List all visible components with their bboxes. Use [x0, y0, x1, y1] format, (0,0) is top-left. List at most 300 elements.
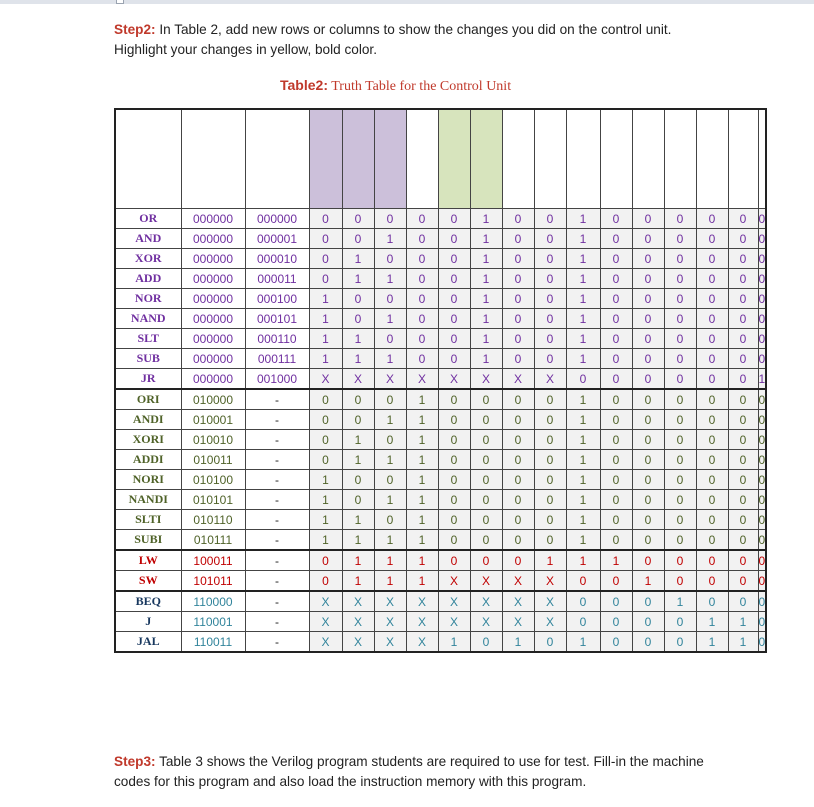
header-cell [600, 109, 632, 209]
table-row [115, 490, 766, 510]
header-cell [406, 109, 438, 209]
signal-cell: 0 [534, 309, 566, 329]
table-row [115, 510, 766, 530]
signal-cell: 0 [342, 289, 374, 309]
signal-cell: 1 [566, 550, 600, 571]
signal-cell: 0 [438, 410, 470, 430]
signal-cell: 0 [374, 430, 406, 450]
signal-cell: 1 [406, 450, 438, 470]
signal-cell: 0 [664, 550, 696, 571]
signal-cell: 0 [470, 410, 502, 430]
signal-cell: 1 [342, 450, 374, 470]
signal-cell: 0 [502, 209, 534, 229]
signal-cell: 0 [534, 269, 566, 289]
signal-cell: 0 [632, 289, 664, 309]
opcode-cell: 110000 [181, 591, 245, 612]
page-corner-mark [116, 0, 124, 4]
funct-cell: - [245, 550, 309, 571]
opcode-cell: 000000 [181, 249, 245, 269]
signal-cell: X [342, 612, 374, 632]
signal-cell: 0 [758, 612, 766, 632]
signal-cell: 0 [632, 470, 664, 490]
signal-cell: 0 [664, 249, 696, 269]
signal-cell: 0 [470, 450, 502, 470]
signal-cell: 0 [632, 430, 664, 450]
signal-cell: 1 [342, 510, 374, 530]
table-row [115, 389, 766, 410]
signal-cell: X [374, 591, 406, 612]
signal-cell: 1 [309, 510, 342, 530]
signal-cell: 0 [696, 349, 728, 369]
signal-cell: 1 [309, 490, 342, 510]
instruction-cell: SLT [115, 329, 181, 349]
signal-cell: 1 [470, 249, 502, 269]
step2-text: In Table 2, add new rows or columns to show the changes you did on the control unit. Highlight your changes in yellow, bold color. [114, 22, 672, 57]
opcode-cell: 101011 [181, 571, 245, 592]
opcode-cell: 000000 [181, 229, 245, 249]
signal-cell: 1 [342, 530, 374, 551]
opcode-cell: 010110 [181, 510, 245, 530]
table-row [115, 249, 766, 269]
signal-cell: 0 [600, 329, 632, 349]
instruction-cell: ORI [115, 389, 181, 410]
signal-cell: 1 [566, 349, 600, 369]
instruction-cell: SUB [115, 349, 181, 369]
signal-cell: X [502, 591, 534, 612]
header-cell [728, 109, 758, 209]
signal-cell: 0 [696, 209, 728, 229]
opcode-cell: 000000 [181, 349, 245, 369]
signal-cell: 1 [566, 632, 600, 653]
signal-cell: 0 [438, 389, 470, 410]
signal-cell: 1 [374, 490, 406, 510]
header-cell [309, 109, 342, 209]
signal-cell: 1 [664, 591, 696, 612]
funct-cell: - [245, 612, 309, 632]
signal-cell: 0 [758, 269, 766, 289]
signal-cell: 0 [438, 309, 470, 329]
signal-cell: 0 [728, 209, 758, 229]
signal-cell: 1 [502, 632, 534, 653]
signal-cell: 0 [696, 490, 728, 510]
signal-cell: 0 [438, 229, 470, 249]
signal-cell: 0 [438, 490, 470, 510]
signal-cell: 1 [632, 571, 664, 592]
funct-cell: 000110 [245, 329, 309, 349]
table-row [115, 289, 766, 309]
signal-cell: 0 [758, 530, 766, 551]
signal-cell: 1 [758, 369, 766, 390]
signal-cell: 0 [632, 389, 664, 410]
signal-cell: 0 [728, 349, 758, 369]
signal-cell: 0 [342, 389, 374, 410]
signal-cell: X [309, 591, 342, 612]
signal-cell: 0 [696, 229, 728, 249]
signal-cell: 0 [406, 329, 438, 349]
signal-cell: 0 [632, 269, 664, 289]
signal-cell: 1 [374, 229, 406, 249]
signal-cell: 0 [696, 571, 728, 592]
signal-cell: 0 [438, 470, 470, 490]
funct-cell: - [245, 571, 309, 592]
header-cell [342, 109, 374, 209]
signal-cell: 0 [438, 550, 470, 571]
signal-cell: 0 [502, 410, 534, 430]
instruction-cell: J [115, 612, 181, 632]
signal-cell: 0 [438, 450, 470, 470]
signal-cell: 0 [758, 490, 766, 510]
signal-cell: 0 [534, 470, 566, 490]
signal-cell: 1 [406, 510, 438, 530]
signal-cell: 0 [696, 329, 728, 349]
signal-cell: 0 [664, 209, 696, 229]
signal-cell: 0 [696, 530, 728, 551]
signal-cell: 0 [728, 571, 758, 592]
opcode-cell: 110001 [181, 612, 245, 632]
signal-cell: 0 [758, 632, 766, 653]
signal-cell: 0 [664, 470, 696, 490]
signal-cell: 0 [728, 550, 758, 571]
instruction-cell: SW [115, 571, 181, 592]
signal-cell: 0 [632, 591, 664, 612]
header-cell [534, 109, 566, 209]
signal-cell: 0 [502, 430, 534, 450]
signal-cell: 0 [309, 430, 342, 450]
signal-cell: 1 [534, 550, 566, 571]
signal-cell: X [342, 591, 374, 612]
signal-cell: 1 [470, 209, 502, 229]
signal-cell: 0 [632, 229, 664, 249]
signal-cell: 0 [470, 530, 502, 551]
signal-cell: 0 [374, 289, 406, 309]
signal-cell: 1 [696, 612, 728, 632]
signal-cell: X [534, 591, 566, 612]
signal-cell: 1 [470, 309, 502, 329]
signal-cell: 0 [758, 410, 766, 430]
instruction-cell: ADD [115, 269, 181, 289]
signal-cell: 0 [758, 289, 766, 309]
signal-cell: 0 [728, 289, 758, 309]
signal-cell: 0 [696, 269, 728, 289]
opcode-cell: 000000 [181, 329, 245, 349]
signal-cell: 0 [309, 389, 342, 410]
signal-cell: 1 [342, 571, 374, 592]
signal-cell: X [374, 369, 406, 390]
signal-cell: X [438, 571, 470, 592]
signal-cell: 1 [566, 450, 600, 470]
signal-cell: 0 [534, 510, 566, 530]
opcode-cell: 100011 [181, 550, 245, 571]
opcode-cell: 010101 [181, 490, 245, 510]
header-cell [374, 109, 406, 209]
instruction-cell: AND [115, 229, 181, 249]
signal-cell: 0 [696, 249, 728, 269]
signal-cell: 1 [566, 329, 600, 349]
opcode-cell: 010100 [181, 470, 245, 490]
signal-cell: 0 [502, 550, 534, 571]
signal-cell: 0 [342, 229, 374, 249]
opcode-cell: 010111 [181, 530, 245, 551]
signal-cell: 1 [309, 329, 342, 349]
signal-cell: 0 [696, 309, 728, 329]
signal-cell: 0 [470, 389, 502, 410]
instruction-cell: SLTI [115, 510, 181, 530]
header-cell [502, 109, 534, 209]
funct-cell: 000101 [245, 309, 309, 329]
signal-cell: X [534, 369, 566, 390]
signal-cell: 1 [342, 349, 374, 369]
signal-cell: 1 [406, 530, 438, 551]
signal-cell: 0 [534, 450, 566, 470]
instruction-cell: ADDI [115, 450, 181, 470]
table-row [115, 530, 766, 551]
signal-cell: 1 [309, 470, 342, 490]
signal-cell: 0 [600, 410, 632, 430]
signal-cell: 0 [502, 530, 534, 551]
signal-cell: 0 [728, 269, 758, 289]
signal-cell: 1 [470, 289, 502, 309]
signal-cell: 0 [600, 349, 632, 369]
signal-cell: 1 [374, 571, 406, 592]
signal-cell: 0 [728, 530, 758, 551]
signal-cell: 0 [342, 209, 374, 229]
table-row [115, 550, 766, 571]
funct-cell: - [245, 490, 309, 510]
instruction-cell: NOR [115, 289, 181, 309]
signal-cell: 0 [758, 229, 766, 249]
signal-cell: 0 [600, 209, 632, 229]
signal-cell: 0 [696, 470, 728, 490]
opcode-cell: 000000 [181, 269, 245, 289]
table-row [115, 269, 766, 289]
signal-cell: 0 [758, 591, 766, 612]
step3-label: Step3: [114, 754, 156, 769]
signal-cell: X [438, 612, 470, 632]
signal-cell: X [342, 632, 374, 653]
opcode-cell: 000000 [181, 209, 245, 229]
signal-cell: 0 [534, 209, 566, 229]
signal-cell: 0 [374, 209, 406, 229]
signal-cell: 1 [406, 389, 438, 410]
funct-cell: - [245, 389, 309, 410]
signal-cell: 0 [632, 410, 664, 430]
table-caption [280, 77, 511, 95]
signal-cell: 0 [728, 369, 758, 390]
signal-cell: 0 [728, 229, 758, 249]
signal-cell: X [470, 612, 502, 632]
signal-cell: 0 [534, 349, 566, 369]
signal-cell: 0 [728, 329, 758, 349]
signal-cell: 0 [664, 430, 696, 450]
funct-cell: - [245, 430, 309, 450]
signal-cell: 1 [470, 349, 502, 369]
signal-cell: 1 [342, 550, 374, 571]
signal-cell: X [534, 612, 566, 632]
signal-cell: 0 [600, 309, 632, 329]
signal-cell: 1 [342, 249, 374, 269]
signal-cell: 0 [309, 229, 342, 249]
signal-cell: 0 [502, 249, 534, 269]
signal-cell: 0 [374, 249, 406, 269]
signal-cell: 1 [728, 632, 758, 653]
signal-cell: 1 [406, 490, 438, 510]
table-row [115, 632, 766, 653]
signal-cell: 0 [664, 309, 696, 329]
table-row [115, 410, 766, 430]
signal-cell: 0 [438, 329, 470, 349]
signal-cell: X [309, 612, 342, 632]
signal-cell: 0 [502, 329, 534, 349]
signal-cell: 0 [406, 309, 438, 329]
header-cell [438, 109, 470, 209]
table-caption-label: Table2: [280, 77, 328, 93]
signal-cell: 0 [632, 450, 664, 470]
signal-cell: 0 [342, 470, 374, 490]
signal-cell: 0 [502, 490, 534, 510]
signal-cell: 1 [374, 550, 406, 571]
signal-cell: 0 [728, 389, 758, 410]
signal-cell: 0 [632, 490, 664, 510]
signal-cell: 1 [696, 632, 728, 653]
signal-cell: 0 [534, 289, 566, 309]
signal-cell: 0 [534, 490, 566, 510]
signal-cell: 0 [502, 229, 534, 249]
signal-cell: 0 [309, 209, 342, 229]
signal-cell: 1 [374, 309, 406, 329]
opcode-cell: 010001 [181, 410, 245, 430]
signal-cell: 0 [470, 430, 502, 450]
signal-cell: 0 [664, 612, 696, 632]
signal-cell: 0 [470, 490, 502, 510]
signal-cell: 0 [632, 349, 664, 369]
table-row [115, 430, 766, 450]
signal-cell: X [406, 612, 438, 632]
signal-cell: 0 [406, 289, 438, 309]
signal-cell: 0 [632, 209, 664, 229]
instruction-cell: OR [115, 209, 181, 229]
signal-cell: 0 [758, 550, 766, 571]
signal-cell: 0 [632, 369, 664, 390]
signal-cell: 0 [758, 450, 766, 470]
signal-cell: X [502, 612, 534, 632]
signal-cell: X [470, 369, 502, 390]
header-cell [115, 109, 181, 209]
signal-cell: 0 [758, 309, 766, 329]
signal-cell: 0 [502, 289, 534, 309]
signal-cell: 0 [342, 490, 374, 510]
signal-cell: 0 [470, 510, 502, 530]
funct-cell: 001000 [245, 369, 309, 390]
signal-cell: 0 [502, 510, 534, 530]
signal-cell: 0 [534, 530, 566, 551]
signal-cell: 0 [696, 430, 728, 450]
signal-cell: 0 [664, 369, 696, 390]
opcode-cell: 000000 [181, 289, 245, 309]
signal-cell: 0 [470, 470, 502, 490]
funct-cell: 000000 [245, 209, 309, 229]
signal-cell: 0 [728, 490, 758, 510]
instruction-cell: BEQ [115, 591, 181, 612]
signal-cell: 0 [534, 632, 566, 653]
opcode-cell: 010011 [181, 450, 245, 470]
signal-cell: X [374, 612, 406, 632]
instruction-cell: NANDI [115, 490, 181, 510]
signal-cell: 1 [374, 349, 406, 369]
signal-cell: 1 [470, 229, 502, 249]
signal-cell: 0 [502, 349, 534, 369]
signal-cell: 0 [728, 249, 758, 269]
funct-cell: 000111 [245, 349, 309, 369]
signal-cell: X [534, 571, 566, 592]
signal-cell: 1 [309, 349, 342, 369]
signal-cell: 1 [406, 470, 438, 490]
signal-cell: 0 [664, 571, 696, 592]
signal-cell: 1 [406, 571, 438, 592]
step3-text: Table 3 shows the Verilog program students are required to use for test. Fill-in the machine codes for this program and also load the instruction memory with this program. [114, 754, 704, 789]
signal-cell: 0 [600, 289, 632, 309]
signal-cell: 0 [406, 269, 438, 289]
signal-cell: 0 [309, 571, 342, 592]
signal-cell: 1 [470, 329, 502, 349]
signal-cell: 0 [438, 349, 470, 369]
signal-cell: 1 [374, 530, 406, 551]
signal-cell: 0 [632, 510, 664, 530]
signal-cell: 0 [566, 369, 600, 390]
signal-cell: 0 [728, 510, 758, 530]
signal-cell: 0 [696, 510, 728, 530]
header-cell [632, 109, 664, 209]
signal-cell: 0 [600, 571, 632, 592]
signal-cell: 0 [632, 632, 664, 653]
opcode-cell: 000000 [181, 309, 245, 329]
signal-cell: 1 [566, 269, 600, 289]
header-cell [696, 109, 728, 209]
signal-cell: 0 [534, 389, 566, 410]
signal-cell: 0 [664, 389, 696, 410]
signal-cell: 1 [406, 430, 438, 450]
signal-cell: 0 [664, 632, 696, 653]
signal-cell: 0 [600, 612, 632, 632]
signal-cell: 0 [664, 269, 696, 289]
signal-cell: 1 [566, 389, 600, 410]
signal-cell: 0 [502, 450, 534, 470]
table-row [115, 450, 766, 470]
signal-cell: 0 [309, 450, 342, 470]
funct-cell: 000100 [245, 289, 309, 309]
header-cell [664, 109, 696, 209]
signal-cell: X [342, 369, 374, 390]
signal-cell: 0 [309, 410, 342, 430]
signal-cell: 0 [632, 612, 664, 632]
signal-cell: X [438, 591, 470, 612]
signal-cell: 0 [728, 591, 758, 612]
signal-cell: 0 [696, 410, 728, 430]
signal-cell: 0 [438, 209, 470, 229]
signal-cell: 0 [758, 430, 766, 450]
control-unit-truth-table [114, 108, 767, 653]
instruction-cell: SUBI [115, 530, 181, 551]
signal-cell: 0 [600, 490, 632, 510]
funct-cell: - [245, 450, 309, 470]
signal-cell: 0 [696, 450, 728, 470]
signal-cell: 0 [406, 349, 438, 369]
signal-cell: 1 [470, 269, 502, 289]
signal-cell: X [406, 369, 438, 390]
signal-cell: 0 [758, 349, 766, 369]
signal-cell: 0 [728, 430, 758, 450]
instruction-cell: XOR [115, 249, 181, 269]
table-row [115, 309, 766, 329]
